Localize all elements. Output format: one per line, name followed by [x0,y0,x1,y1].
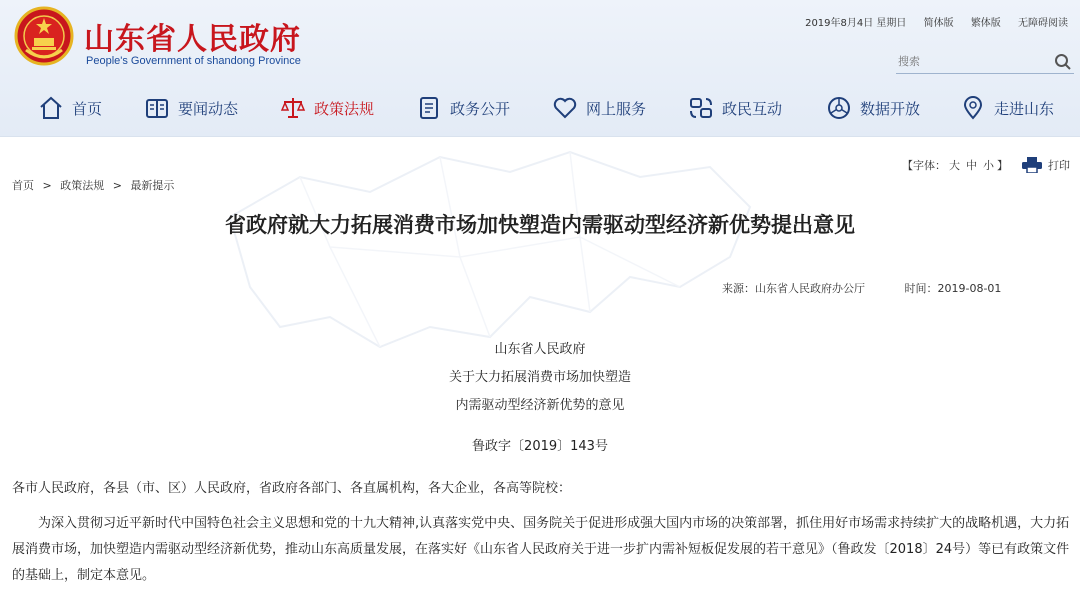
home-icon [38,95,64,121]
font-large-button[interactable]: 大 [949,159,960,172]
accessible-reading-link[interactable]: 无障碍阅读 [1018,18,1068,29]
font-label-open: 【字体： [902,159,946,172]
search-box [896,50,1074,74]
scale-icon [280,95,306,121]
site-title[interactable]: 山东省人民政府 [84,22,301,57]
nav-item-home[interactable] [38,92,102,124]
print-label: 打印 [1048,159,1070,172]
font-size-tools [902,157,1070,173]
breadcrumb-separator: > [42,179,52,192]
document-issuer: 山东省人民政府 [494,342,586,357]
nav-item-label: 数据开放 [860,99,921,118]
news-icon [144,95,170,121]
interaction-icon [688,95,714,121]
breadcrumb-latest-link[interactable]: 最新提示 [130,179,175,192]
breadcrumb-separator: > [112,179,122,192]
document-heading-line-1: 关于大力拓展消费市场加快塑造 [448,370,631,385]
national-emblem-icon[interactable] [14,6,74,66]
document-icon [416,95,442,121]
source-value: 山东省人民政府办公厅 [755,282,865,295]
top-links [791,14,1068,29]
article-meta [722,280,1001,296]
simplified-chinese-link[interactable]: 简体版 [923,18,954,29]
site-header [0,0,1080,137]
breadcrumb-policy-link[interactable]: 政策法规 [60,179,105,192]
site-subtitle: People's Government of shandong Province [86,55,301,67]
main-content [0,137,1080,603]
search-input[interactable] [896,51,1046,73]
nav-item-label: 政务公开 [450,99,511,118]
font-small-button[interactable]: 小 [983,159,994,172]
nav-item-label: 政策法规 [314,99,375,118]
search-icon[interactable] [1054,53,1072,71]
traditional-chinese-link[interactable]: 繁体版 [970,18,1001,29]
document-number: 鲁政字〔2019〕143号 [472,439,608,454]
source-label: 来源： [722,282,755,295]
time-value: 2019-08-01 [937,282,1002,295]
nav-item-open-data[interactable] [826,92,920,124]
article-title: 省政府就大力拓展消费市场加快塑造内需驱动型经济新优势提出意见 [225,213,855,237]
main-nav [0,88,1080,128]
nav-item-policy[interactable] [280,92,374,124]
nav-item-interaction[interactable] [688,92,782,124]
nav-item-news[interactable] [144,92,238,124]
article-paragraph: 为深入贯彻习近平新时代中国特色社会主义思想和党的十九大精神,认真落实党中央、国务院关于促进形成强大国内市场的决策部署，抓住用好市场需求持续扩大的战略机遇，大力拓展消费市场，加快塑造内需驱动型经济新优势，推动山东高质量发展，在落实好《山东省人民政府关于进一步扩内需补短板促发展的若干意见》（鲁政发〔2018〕24号）等已有政策文件的基础上，制定本意见。 [12,516,1070,583]
current-date: 2019年8月4日 星期日 [805,18,907,29]
nav-item-label: 要闻动态 [178,99,239,118]
nav-item-label: 网上服务 [586,99,647,118]
nav-item-label: 走进山东 [994,99,1055,118]
nav-item-online-service[interactable] [552,92,646,124]
heart-icon [552,95,578,121]
nav-item-label: 首页 [72,99,103,118]
salutation: 各市人民政府，各县（市、区）人民政府，省政府各部门、各直属机构，各大企业，各高等院校： [12,481,572,496]
font-label-close: 】 [997,159,1008,172]
data-icon [826,95,852,121]
time-label: 时间： [904,282,938,295]
breadcrumb-home-link[interactable]: 首页 [12,179,34,192]
nav-item-label: 政民互动 [722,99,783,118]
nav-item-gov-affairs[interactable] [416,92,510,124]
print-button[interactable] [1022,157,1070,173]
font-medium-button[interactable]: 中 [966,159,977,172]
breadcrumb [12,177,174,193]
location-icon [960,95,986,121]
nav-item-about-shandong[interactable] [960,92,1054,124]
printer-icon [1022,157,1042,173]
document-heading-line-2: 内需驱动型经济新优势的意见 [455,398,625,413]
map-watermark-icon [210,137,770,367]
